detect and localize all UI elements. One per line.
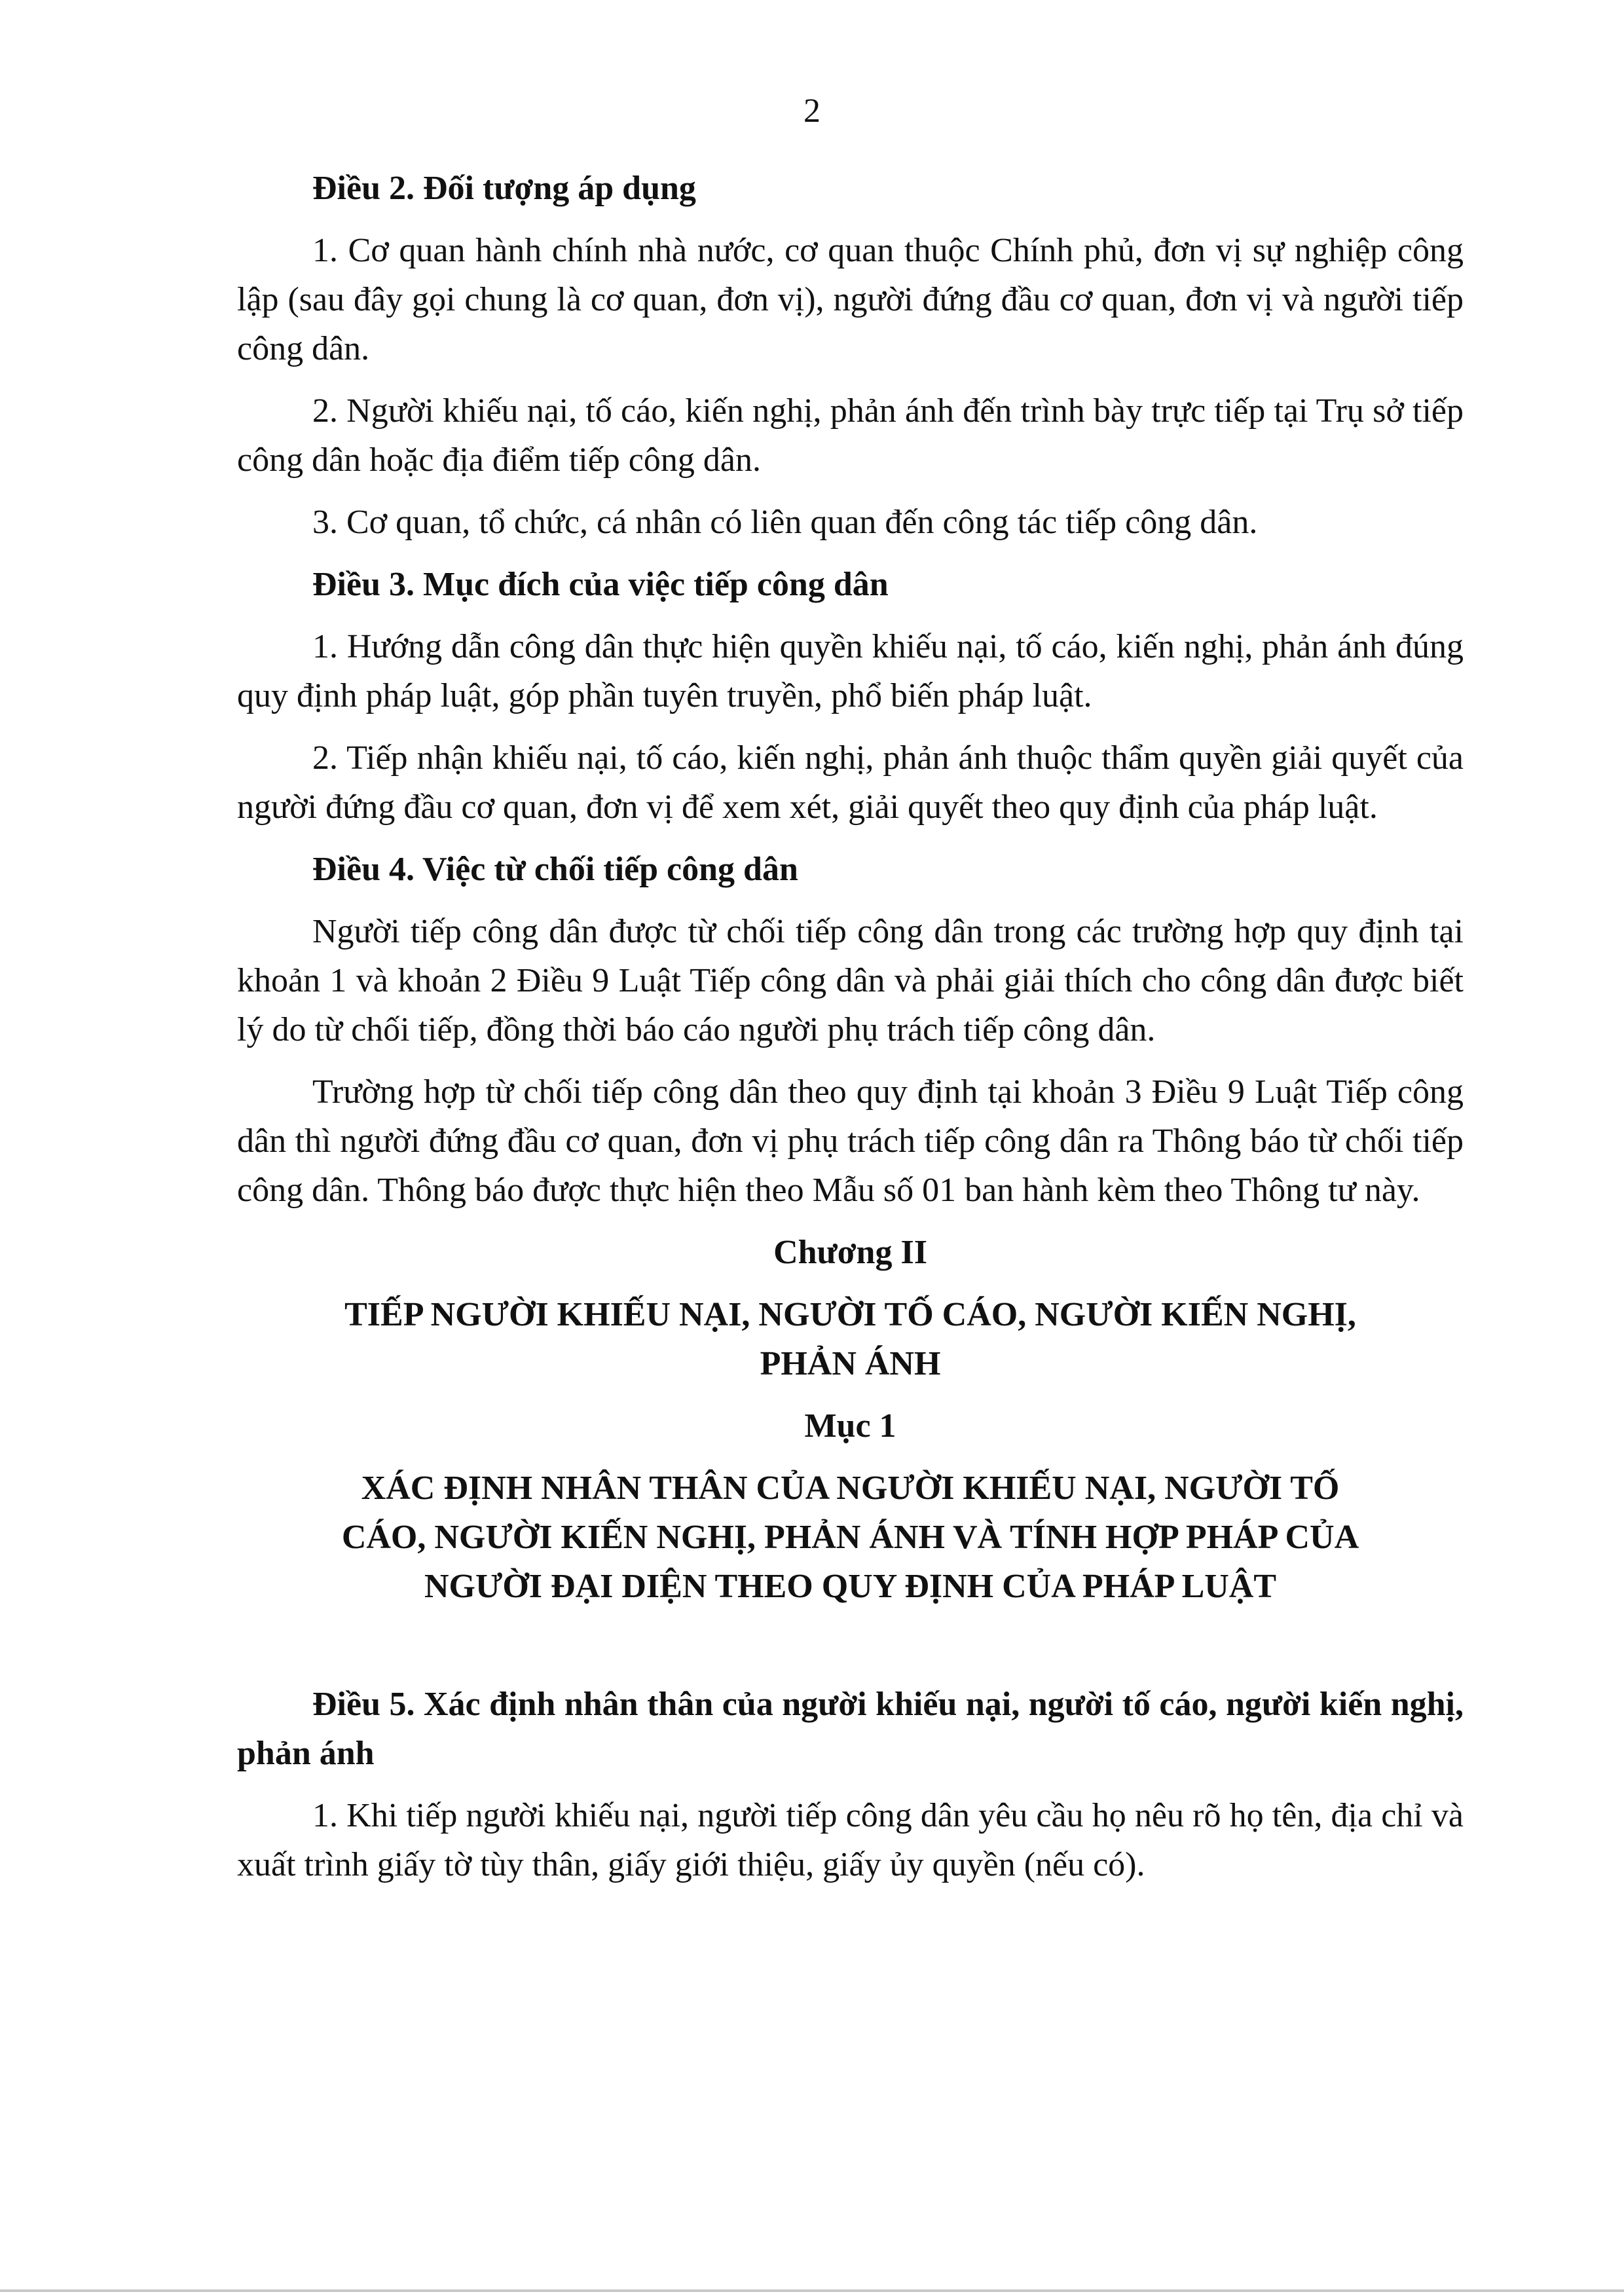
- article-5-clause-1: 1. Khi tiếp người khiếu nại, người tiếp công dân yêu cầu họ nêu rõ họ tên, địa chỉ và xuất trình giấy tờ tùy thân, giấy giới thiệu, giấy ủy quyền (nếu có).: [237, 1797, 1464, 1883]
- chapter-title: [237, 1290, 1464, 1388]
- article-2-clause-2: 2. Người khiếu nại, tố cáo, kiến nghị, phản ánh đến trình bày trực tiếp tại Trụ sở tiếp công dân hoặc địa điểm tiếp công dân.: [237, 392, 1464, 479]
- article-2-heading: Điều 2. Đối tượng áp dụng: [312, 170, 696, 207]
- section-title: [237, 1464, 1464, 1611]
- section-title-line-3: NGƯỜI ĐẠI DIỆN THEO QUY ĐỊNH CỦA PHÁP LUẬT: [424, 1568, 1277, 1605]
- article-2-clause-3: 3. Cơ quan, tổ chức, cá nhân có liên quan đến công tác tiếp công dân.: [312, 504, 1258, 541]
- section-title-line-1: XÁC ĐỊNH NHÂN THÂN CỦA NGƯỜI KHIẾU NẠI, NGƯỜI TỐ: [361, 1469, 1340, 1507]
- section-title-line-2: CÁO, NGƯỜI KIẾN NGHỊ, PHẢN ÁNH VÀ TÍNH HỢP PHÁP CỦA: [341, 1519, 1359, 1556]
- page-bottom-edge: [0, 2289, 1624, 2292]
- article-3-clause-2: 2. Tiếp nhận khiếu nại, tố cáo, kiến nghị, phản ánh thuộc thẩm quyền giải quyết của người đứng đầu cơ quan, đơn vị để xem xét, giải quyết theo quy định của pháp luật.: [237, 739, 1464, 826]
- document-body: [237, 164, 1464, 1902]
- article-5-heading: Điều 5. Xác định nhân thân của người khiếu nại, người tố cáo, người kiến nghị, phản ánh: [237, 1686, 1464, 1772]
- article-3-heading: Điều 3. Mục đích của việc tiếp công dân: [312, 566, 889, 603]
- section-label: Mục 1: [804, 1407, 896, 1445]
- article-4-heading: Điều 4. Việc từ chối tiếp công dân: [312, 851, 798, 888]
- chapter-title-line-1: TIẾP NGƯỜI KHIẾU NẠI, NGƯỜI TỐ CÁO, NGƯỜI KIẾN NGHỊ,: [344, 1296, 1356, 1333]
- article-4-paragraph-1: Người tiếp công dân được từ chối tiếp công dân trong các trường hợp quy định tại khoản 1 và khoản 2 Điều 9 Luật Tiếp công dân và phải giải thích cho công dân được biết lý do từ chối tiếp, đồng thời báo cáo người phụ trách tiếp công dân.: [237, 913, 1464, 1048]
- article-3-clause-1: 1. Hướng dẫn công dân thực hiện quyền khiếu nại, tố cáo, kiến nghị, phản ánh đúng quy định pháp luật, góp phần tuyên truyền, phổ biến pháp luật.: [237, 628, 1464, 714]
- article-4-paragraph-2: Trường hợp từ chối tiếp công dân theo quy định tại khoản 3 Điều 9 Luật Tiếp công dân thì người đứng đầu cơ quan, đơn vị phụ trách tiếp công dân ra Thông báo từ chối tiếp công dân. Thông báo được thực hiện theo Mẫu số 01 ban hành kèm theo Thông tư này.: [237, 1073, 1464, 1209]
- chapter-label: Chương II: [773, 1234, 927, 1271]
- page-number: 2: [803, 92, 821, 130]
- article-2-clause-1: 1. Cơ quan hành chính nhà nước, cơ quan thuộc Chính phủ, đơn vị sự nghiệp công lập (sau đây gọi chung là cơ quan, đơn vị), người đứng đầu cơ quan, đơn vị và người tiếp công dân.: [237, 232, 1464, 367]
- chapter-title-line-2: PHẢN ÁNH: [760, 1345, 941, 1382]
